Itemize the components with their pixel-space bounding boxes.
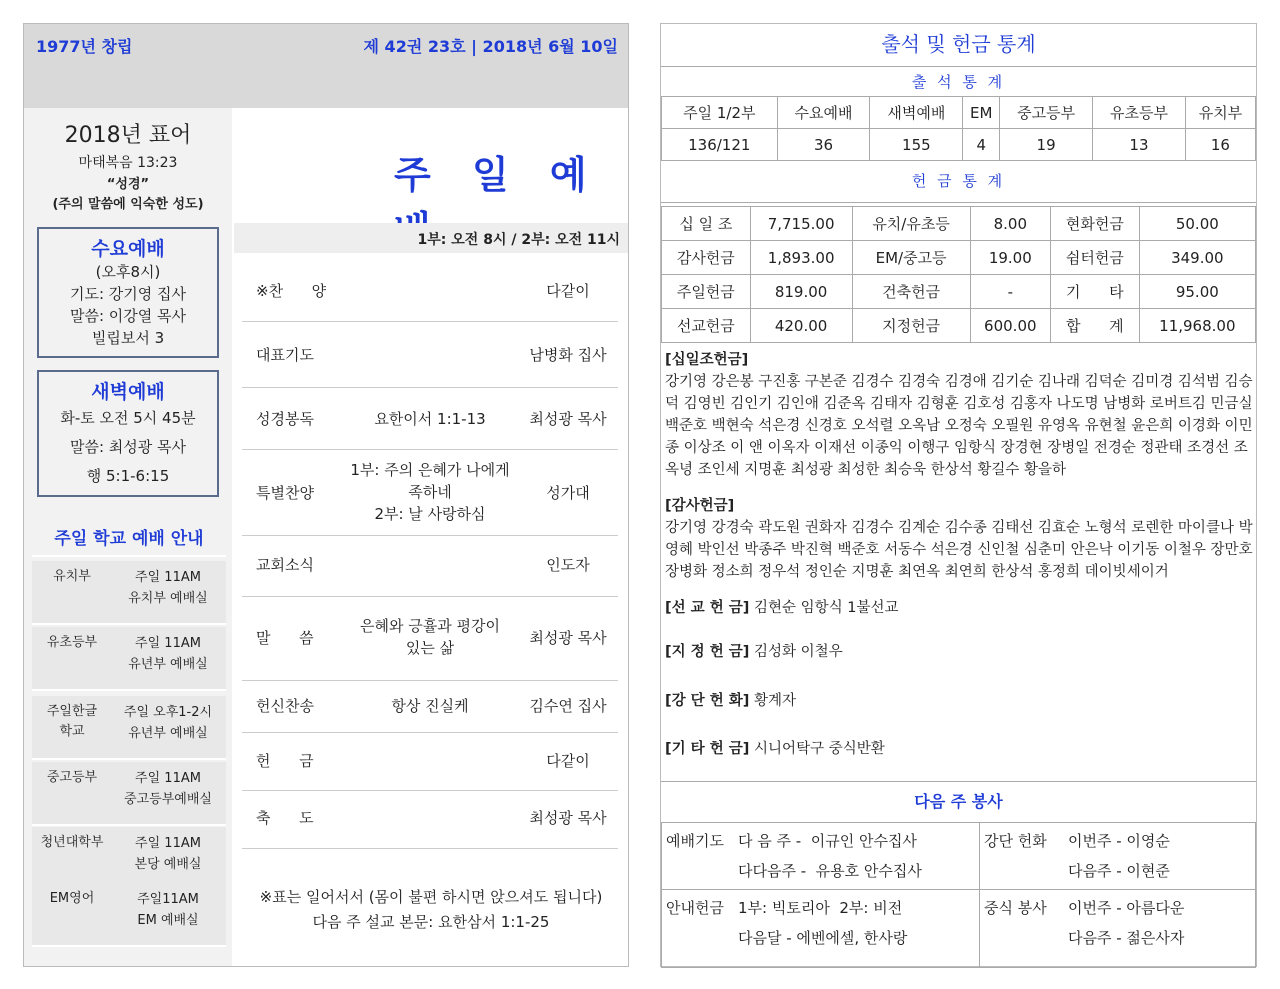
offering-cell: 19.00 — [970, 241, 1050, 275]
wednesday-line: 기도: 강기영 집사 — [69, 285, 187, 303]
offering-cell: 십 일 조 — [662, 207, 751, 241]
attendance-header: 주일 1/2부 — [662, 97, 778, 129]
donor-heading: [강 단 헌 화] — [665, 693, 750, 709]
order-leader: 최성광 목사 — [529, 629, 607, 647]
school-time: 주일 11AM — [135, 771, 201, 786]
school-name: 유치부 — [53, 569, 91, 584]
school-place: 중고등부예배실 — [124, 792, 212, 807]
donor-heading: [지 정 헌 금] — [665, 644, 750, 660]
duty-label: 강단 헌화 — [984, 832, 1047, 850]
school-row — [32, 883, 226, 947]
order-name: 헌신찬송 — [256, 697, 314, 715]
attendance-header: 유초등부 — [1093, 97, 1186, 129]
school-row — [32, 696, 226, 760]
duty-line: 다 음 주 - 이규인 안수집사 — [738, 832, 917, 850]
school-time: 주일11AM — [137, 892, 199, 907]
duty-line: 다음주 - 이현준 — [1068, 862, 1170, 880]
school-row — [32, 561, 226, 625]
dawn-title: 새벽예배 — [91, 381, 165, 403]
wednesday-line: (오후8시) — [95, 263, 161, 281]
wednesday-title: 수요예배 — [91, 238, 165, 260]
wednesday-line: 말씀: 이강열 목사 — [69, 307, 187, 325]
offering-cell: 8.00 — [970, 207, 1050, 241]
bulletin-front-page — [23, 23, 629, 967]
order-detail: 1부: 주의 은혜가 나에게 족하네 2부: 날 사랑하심 — [350, 461, 510, 523]
offering-table — [661, 206, 1256, 343]
school-name: 청년대학부 — [40, 835, 104, 850]
duty-label: 안내헌금 — [666, 899, 724, 917]
school-row — [32, 762, 226, 826]
order-detail: 항상 진실케 — [391, 697, 469, 715]
offering-cell: 선교헌금 — [662, 309, 751, 343]
order-row — [242, 597, 618, 681]
next-week-table — [661, 822, 1256, 968]
offering-cell: 유치/유초등 — [852, 207, 970, 241]
offering-cell: 현화헌금 — [1051, 207, 1140, 241]
order-leader: 성가대 — [546, 484, 590, 502]
next-week-title: 다음 주 봉사 — [661, 781, 1256, 823]
duty-line: 이번주 - 이영순 — [1068, 832, 1170, 850]
offering-cell: 1,893.00 — [750, 241, 852, 275]
motto-year: 2018년 표어 — [64, 123, 192, 148]
school-time: 주일 11AM — [135, 836, 201, 851]
attendance-header: 새벽예배 — [870, 97, 963, 129]
order-name: 헌 금 — [256, 752, 314, 770]
duty-label: 중식 봉사 — [984, 899, 1047, 917]
school-place: 유년부 예배실 — [128, 726, 208, 741]
wednesday-line: 빌립보서 3 — [91, 329, 165, 347]
attendance-value: 19 — [1000, 129, 1093, 161]
order-leader: 김수연 집사 — [529, 697, 607, 715]
attendance-header: 중고등부 — [1000, 97, 1093, 129]
sunday-school-title: 주일 학교 예배 안내 — [32, 524, 226, 557]
order-row — [242, 260, 618, 322]
donor-section — [665, 597, 1255, 619]
school-place: EM 예배실 — [137, 913, 199, 928]
offering-cell: 합 계 — [1051, 309, 1140, 343]
wednesday-service-box — [37, 227, 219, 358]
next-sermon-text: 다음 주 설교 본문: 요한삼서 1:1-25 — [312, 913, 550, 931]
donor-section — [665, 641, 1255, 663]
offering-cell: 기 타 — [1051, 275, 1140, 309]
attendance-header: 수요예배 — [777, 97, 870, 129]
offering-cell: 주일헌금 — [662, 275, 751, 309]
bulletin-stats-page — [660, 23, 1257, 967]
school-row — [32, 627, 226, 691]
donor-section — [665, 495, 1255, 583]
attendance-header: 유치부 — [1185, 97, 1255, 129]
dawn-line: 말씀: 최성광 목사 — [69, 438, 187, 456]
donor-names: 강기영 강경숙 곽도원 권화자 김경수 김계순 김수종 김태선 김효순 노형석 로렌한 마이클나 박영혜 박인선 박종주 박진혁 백준호 서동수 석은경 신인철 심춘미 안은낙 이기동 이철우 장만호 장병화 정소희 정우석 정인순 지명훈 최연옥 최연희 한상석 홍정희 데이빗세이거 — [665, 520, 1253, 580]
donor-heading: [선 교 헌 금] — [665, 600, 750, 616]
dawn-line: 화-토 오전 5시 45분 — [60, 409, 196, 427]
order-leader: 다같이 — [546, 752, 590, 770]
school-place: 유년부 예배실 — [128, 657, 208, 672]
donor-heading: [감사헌금] — [665, 498, 735, 514]
offering-cell: - — [970, 275, 1050, 309]
offering-label: 헌 금 통 계 — [661, 161, 1256, 203]
donor-heading: [십일조헌금] — [665, 352, 749, 368]
offering-cell: 11,968.00 — [1139, 309, 1255, 343]
order-leader: 최성광 목사 — [529, 809, 607, 827]
dawn-service-box — [37, 370, 219, 497]
school-time: 주일 11AM — [135, 636, 201, 651]
offering-cell: 95.00 — [1139, 275, 1255, 309]
school-place: 유치부 예배실 — [128, 591, 208, 606]
duty-line: 다다음주 - 유용호 안수집사 — [738, 862, 922, 880]
order-row — [242, 322, 618, 388]
school-name: 유초등부 — [46, 635, 98, 650]
order-leader: 남병화 집사 — [529, 346, 607, 364]
school-time: 주일 오후1-2시 — [123, 705, 213, 720]
donor-heading: [기 타 헌 금] — [665, 741, 750, 757]
standing-note: ※표는 일어서서 (몸이 불편 하시면 앉으셔도 됩니다) — [259, 888, 603, 906]
order-leader: 최성광 목사 — [529, 410, 607, 428]
attendance-value: 155 — [870, 129, 963, 161]
offering-cell: 349.00 — [1139, 241, 1255, 275]
duty-label: 예배기도 — [666, 832, 724, 850]
order-name: 대표기도 — [256, 346, 314, 364]
service-times-bar — [234, 223, 628, 253]
attendance-table — [661, 96, 1256, 161]
order-detail: 은혜와 긍휼과 평강이 있는 삶 — [360, 617, 500, 657]
duty-line: 다음주 - 젊은사자 — [1068, 929, 1185, 947]
offering-cell: 지정헌금 — [852, 309, 970, 343]
school-row — [32, 827, 226, 891]
attendance-value: 136/121 — [662, 129, 778, 161]
attendance-label: 출 석 통 계 — [661, 66, 1256, 97]
donor-names: 시니어탁구 중식반환 — [754, 741, 885, 757]
motto-reference: 마태복음 13:23 — [78, 155, 178, 171]
school-time: 주일 11AM — [135, 570, 201, 585]
offering-cell: 감사헌금 — [662, 241, 751, 275]
offering-cell: 건축헌금 — [852, 275, 970, 309]
attendance-header: EM — [963, 97, 1000, 129]
order-row — [242, 733, 618, 791]
dawn-line: 행 5:1-6:15 — [86, 467, 170, 485]
attendance-value: 16 — [1185, 129, 1255, 161]
order-name: 특별찬양 — [256, 484, 314, 502]
donor-lists — [665, 349, 1255, 774]
offering-cell: 819.00 — [750, 275, 852, 309]
order-name: 교회소식 — [256, 556, 314, 574]
donor-section — [665, 349, 1255, 481]
donor-section — [665, 690, 1255, 712]
offering-cell: EM/중고등 — [852, 241, 970, 275]
offering-cell: 쉼터헌금 — [1051, 241, 1140, 275]
motto-description: (주의 말씀에 익숙한 성도) — [52, 197, 204, 212]
order-name: ※찬 양 — [256, 282, 327, 300]
order-leader: 인도자 — [546, 556, 590, 574]
order-leader: 다같이 — [546, 282, 590, 300]
offering-cell: 600.00 — [970, 309, 1050, 343]
service-times: 1부: 오전 8시 / 2부: 오전 11시 — [417, 232, 620, 248]
donor-names: 강기영 강은봉 구진홍 구본준 김경수 김경숙 김경애 김기순 김나래 김덕순 김미경 김석범 김승덕 김영빈 김인기 김인애 김준옥 김태자 김형훈 김호성 김홍자 나도명 남병화 로버트김 민금실 백준호 백현숙 석은경 신경호 오석렬 오옥남 오정숙 오필원 유영옥 유현철 윤은희 이경화 이민종 이상조 이 앤 이옥자 이재선 이종익 이행구 임항식 장경현 장병일 전경순 정관태 조경선 조옥녕 조인세 지명훈 최성광 최성한 최승욱 한상석 황길수 황을하 — [665, 374, 1253, 478]
attendance-value: 36 — [777, 129, 870, 161]
attendance-value: 13 — [1093, 129, 1186, 161]
school-name: EM영어 — [49, 891, 95, 906]
order-name: 축 도 — [256, 809, 314, 827]
order-row — [242, 791, 618, 849]
stats-title: 출석 및 헌금 통계 — [881, 32, 1036, 56]
order-name: 성경봉독 — [256, 410, 314, 428]
founded-text: 1977년 창립 — [36, 37, 133, 56]
offering-cell: 7,715.00 — [750, 207, 852, 241]
offering-cell: 420.00 — [750, 309, 852, 343]
school-name: 주일한글 학교 — [46, 704, 98, 739]
duty-line: 다음달 - 에벤에셀, 한사랑 — [738, 929, 908, 947]
offering-cell: 50.00 — [1139, 207, 1255, 241]
header-bar — [24, 24, 628, 108]
donor-names: 김성화 이철우 — [754, 644, 843, 660]
order-row — [242, 536, 618, 597]
school-place: 본당 예배실 — [134, 857, 202, 872]
donor-names: 황계자 — [754, 693, 797, 709]
order-row — [242, 450, 618, 536]
issue-date: 제 42권 23호 | 2018년 6월 10일 — [363, 37, 618, 56]
motto-quote: “성경” — [106, 177, 150, 192]
order-name: 말 씀 — [256, 629, 314, 647]
attendance-value: 4 — [963, 129, 1000, 161]
school-name: 중고등부 — [46, 770, 98, 785]
order-row — [242, 681, 618, 733]
order-detail: 요한이서 1:1-13 — [374, 410, 486, 428]
duty-line: 1부: 빅토리아 2부: 비전 — [738, 899, 903, 917]
donor-section — [665, 738, 1255, 760]
order-row — [242, 388, 618, 450]
duty-line: 이번주 - 아름다운 — [1068, 899, 1185, 917]
donor-names: 김현순 임항식 1불선교 — [754, 600, 899, 616]
service-title: 주 일 예 — [394, 153, 601, 197]
